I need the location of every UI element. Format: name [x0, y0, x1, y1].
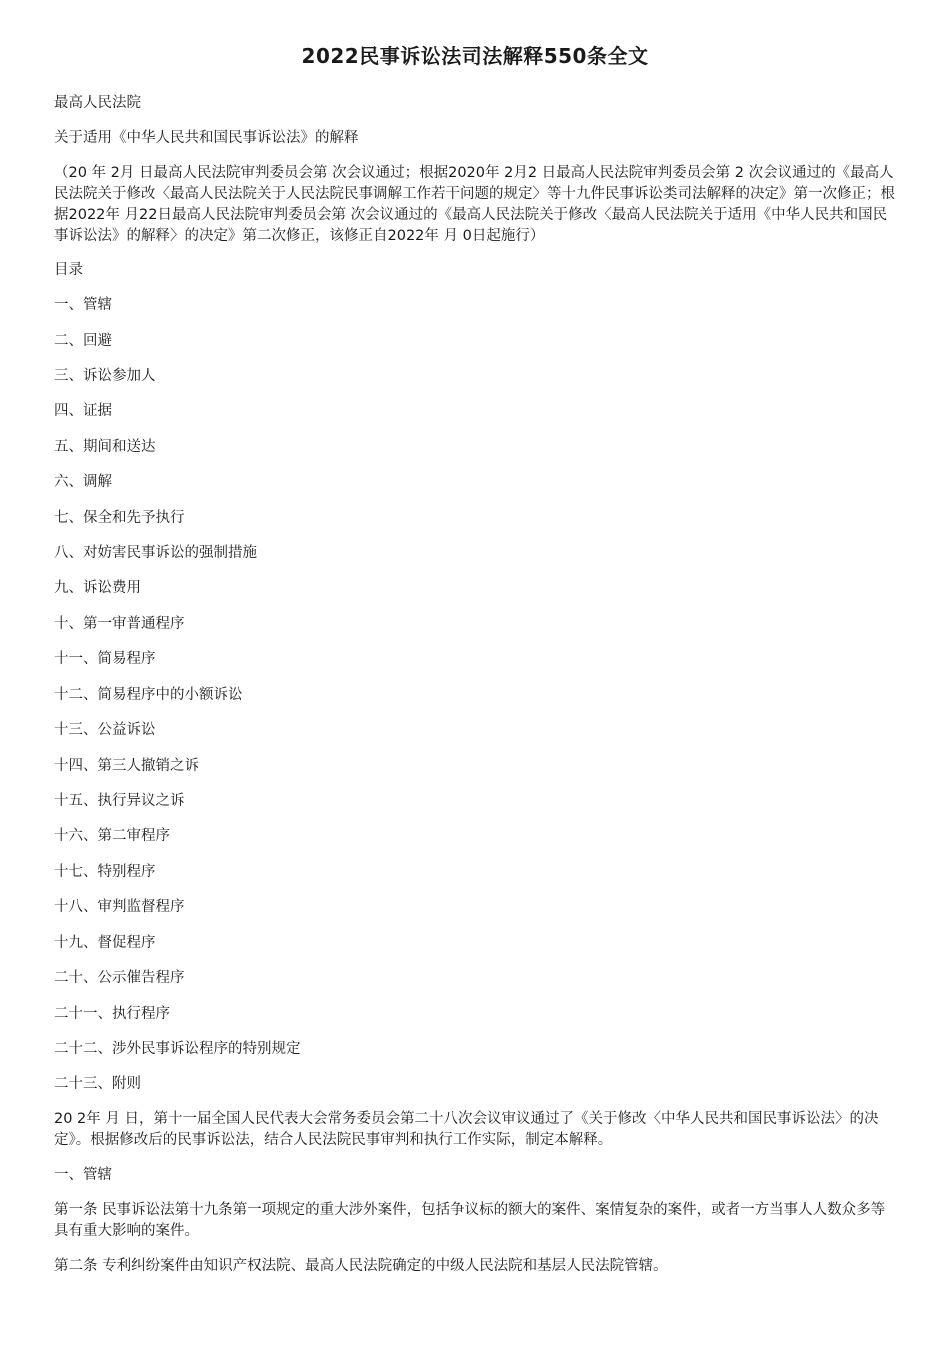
preamble: 20 2年 月 日，第十一届全国人民代表大会常务委员会第二十八次会议审议通过了《关于修改〈中华人民共和国民事诉讼法〉的决定》。根据修改后的民事诉讼法，结合人民法院民事审判和执行工作实际，制定本解释。 — [54, 1111, 879, 1148]
toc-item: 十八、审判监督程序 — [54, 899, 185, 915]
toc-item: 二十一、执行程序 — [54, 1006, 170, 1022]
toc-item: 十二、简易程序中的小额诉讼 — [54, 687, 243, 703]
toc-item: 九、诉讼费用 — [54, 580, 141, 596]
document-title: 2022民事诉讼法司法解释550条全文 — [301, 44, 649, 68]
toc-item: 十四、第三人撤销之诉 — [54, 758, 199, 774]
issuer: 最高人民法院 — [54, 95, 141, 111]
toc-item: 二十、公示催告程序 — [54, 970, 185, 986]
adoption-note: （20 年 2月 日最高人民法院审判委员会第 次会议通过；根据2020年 2月2 日最高人民法院审判委员会第 2 次会议通过的《最高人民法院关于修改〈最高人民法院关于人民法院民事调解工作若干问题的规定〉等十九件民事诉讼类司法解释的决定》第一次修正；根据2022年 月22日最高人民法院审判委员会第 次会议通过的《最高人民法院关于修改〈最高人民法院关于适用《中华人民共和国民事诉讼法》的解释〉的决定》第二次修正，该修正自2022年 月 0日起施行） — [54, 165, 895, 244]
toc-item: 四、证据 — [54, 403, 112, 419]
toc-item: 十、第一审普通程序 — [54, 616, 185, 632]
toc-item: 三、诉讼参加人 — [54, 368, 156, 384]
toc-item: 十七、特别程序 — [54, 864, 156, 880]
toc-item: 二十二、涉外民事诉讼程序的特别规定 — [54, 1041, 301, 1057]
toc-item: 十六、第二审程序 — [54, 828, 170, 844]
toc-item: 七、保全和先予执行 — [54, 510, 185, 526]
toc-item: 十一、简易程序 — [54, 651, 156, 667]
toc-item: 二、回避 — [54, 333, 112, 349]
toc-item: 二十三、附则 — [54, 1076, 141, 1092]
toc-item: 十五、执行异议之诉 — [54, 793, 185, 809]
subtitle: 关于适用《中华人民共和国民事诉讼法》的解释 — [54, 130, 359, 146]
toc-item: 十三、公益诉讼 — [54, 722, 156, 738]
toc-item: 十九、督促程序 — [54, 935, 156, 951]
article-2: 第二条 专利纠纷案件由知识产权法院、最高人民法院确定的中级人民法院和基层人民法院管辖。 — [54, 1258, 668, 1274]
toc-item: 五、期间和送达 — [54, 439, 156, 455]
section-heading: 一、管辖 — [54, 1167, 112, 1183]
toc-item: 六、调解 — [54, 474, 112, 490]
toc-item: 一、管辖 — [54, 297, 112, 313]
toc-item: 八、对妨害民事诉讼的强制措施 — [54, 545, 257, 561]
toc-heading: 目录 — [54, 262, 83, 278]
article-1: 第一条 民事诉讼法第十九条第一项规定的重大涉外案件，包括争议标的额大的案件、案情复杂的案件，或者一方当事人人数众多等具有重大影响的案件。 — [54, 1202, 886, 1239]
